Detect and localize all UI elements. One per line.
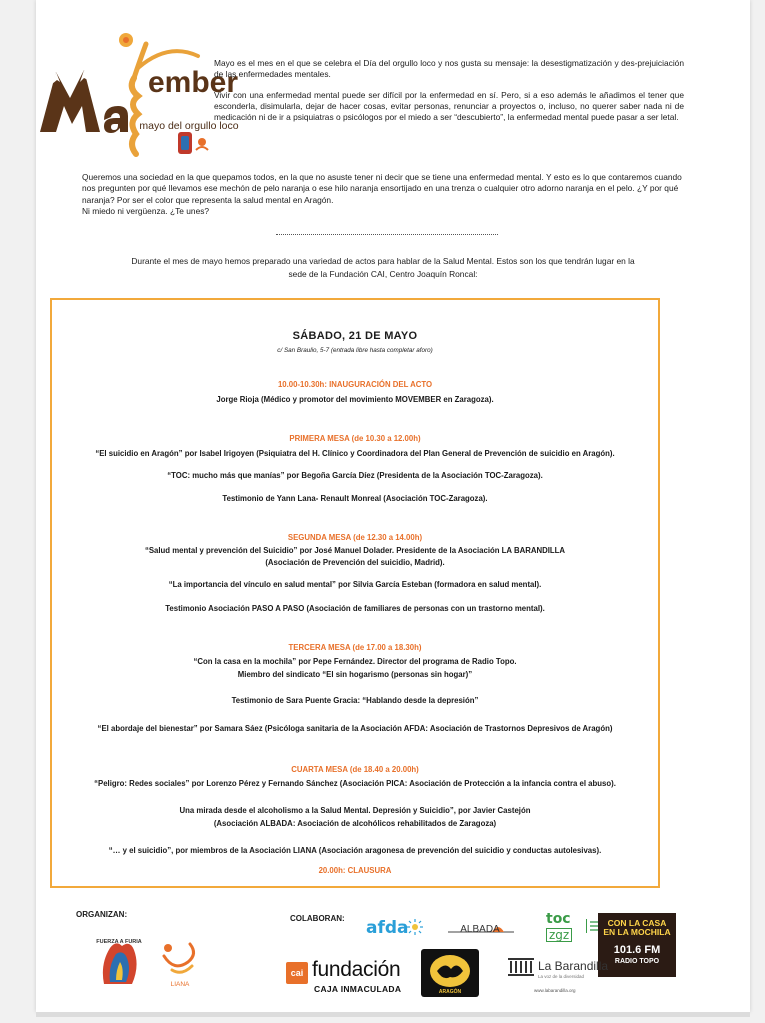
mesa2-title: SEGUNDA MESA (de 12.30 a 14.00h) bbox=[287, 533, 423, 542]
mesa3-title: TERCERA MESA (de 17.00 a 18.30h) bbox=[288, 643, 422, 652]
organizan-label: ORGANIZAN: bbox=[76, 910, 128, 919]
announcement bbox=[82, 255, 684, 280]
intro-section bbox=[214, 58, 684, 132]
svg-text:ember: ember bbox=[148, 66, 239, 99]
mesa3-item-3: “El abordaje del bienestar” por Samara Sáez (Psicóloga sanitaria de la Asociación AFDA: Asociación de Trastornos Depresivos de Aragón) bbox=[97, 724, 613, 733]
caja-inmaculada: CAJA INMACULADA bbox=[314, 984, 402, 994]
aragon-text: ARAGÓN bbox=[438, 989, 462, 995]
mayember-logo bbox=[26, 24, 239, 164]
barandilla-url: www.labarandilla.org bbox=[534, 988, 576, 993]
afda-wordmark: afda bbox=[366, 918, 409, 938]
albada-wordmark: ALBADA bbox=[460, 924, 500, 935]
page-bottom-edge bbox=[36, 1012, 750, 1017]
la-barandilla-logo bbox=[508, 956, 618, 996]
program-place: c/ San Braulio, 5-7 (entrada libre hasta completar aforo) bbox=[277, 347, 433, 354]
radio-name: RADIO TOPO bbox=[614, 958, 660, 965]
toc-sub-wordmark: zgz bbox=[546, 928, 572, 942]
mesa4-item-3: “… y el suicidio”, por miembros de la Asociación LIANA (Asociación aragonesa de prevención del suicidio y conductas autolesivas). bbox=[108, 846, 602, 855]
mesa2-item-1b: (Asociación de Prevención del suicidio, Madrid). bbox=[265, 558, 445, 567]
dotted-divider bbox=[276, 234, 498, 235]
mesa3-item-1a: “Con la casa en la mochila” por Pepe Fernández. Director del programa de Radio Topo. bbox=[193, 657, 517, 666]
svg-text:FUERZA A FURIA: FUERZA A FURIA bbox=[96, 939, 142, 945]
mesa3-item-2: Testimonio de Sara Puente Gracia: “Hablando desde la depresión” bbox=[231, 696, 479, 705]
fundacion-cai-logo bbox=[286, 960, 416, 996]
toc-wordmark: toc bbox=[546, 911, 571, 927]
svg-text:LIANA: LIANA bbox=[170, 981, 190, 988]
fuerza-a-furia-logo bbox=[96, 934, 142, 990]
intro-paragraph-4: Ni miedo ni vergüenza. ¿Te unes? bbox=[82, 205, 210, 216]
mesa4-item-2b: (Asociación ALBADA: Asociación de alcohólicos rehabilitados de Zaragoza) bbox=[213, 819, 497, 828]
fundacion-wordmark: fundación bbox=[312, 958, 401, 981]
mesa3-item-1b: Miembro del sindicato “El sin hogarismo (personas sin hogar)” bbox=[237, 670, 473, 679]
announcement-line-1: Durante el mes de mayo hemos preparado una variedad de actos para hablar de la Salud Mental. Estos son los que tendrán lugar en la bbox=[131, 256, 635, 266]
radio-line-2: EN LA MOCHILA bbox=[603, 927, 671, 937]
mesa1-item-2: “TOC: mucho más que manías” por Begoña García Díez (Presidenta de la Asociación TOC-Zaragoza). bbox=[167, 471, 543, 480]
barandilla-wordmark: La Barandilla bbox=[538, 959, 609, 973]
mesa2-item-3: Testimonio Asociación PASO A PASO (Asociación de familiares de personas con un trastorno mental). bbox=[165, 604, 545, 613]
radio-frequency: 101.6 FM bbox=[613, 944, 661, 956]
intro-paragraph-3: Queremos una sociedad en la que quepamos todos, en la que no asuste tener ni decir que se tiene una enfermedad mental. Y esto es lo que contaremos cuando nos pregunten por qué llevamos ese mechón de pelo naranja o ese hilo naranja ensortijado en una trenza o cualquier otro adorno naranja en el pelo. ¿Y por qué naranja? Por ser el color que representa la salud mental en Aragón. bbox=[82, 172, 682, 205]
logo-tagline: mayo del orgullo loco bbox=[139, 120, 239, 132]
intro-paragraph-2: Vivir con una enfermedad mental puede ser difícil por la enfermedad en sí. Pero, si a eso además le añadimos el tener que esconderla, disimularla, dejar de hacer cosas, evitar personas, renunciar a proyectos o, incluso, no querer saber nada ni de medicación ni de ir a psiquiatras o psicólogos por el miedo a ser “descubierto”, la enfermedad mental puede pasar a ser letal. bbox=[214, 89, 684, 123]
mesa1-item-3: Testimonio de Yann Lana- Renault Monreal (Asociación TOC-Zaragoza). bbox=[222, 494, 488, 503]
intro-paragraph-1: Mayo es el mes en el que se celebra el Día del orgullo loco y nos gusta su mensaje: la desestigmatización y des-prejuiciación de las enfermedades mentales. bbox=[214, 58, 684, 80]
mesa2-item-2: “La importancia del vínculo en salud mental” por Silvia García Esteban (formadora en salud mental). bbox=[168, 580, 542, 589]
aragon-emblem bbox=[421, 949, 479, 997]
intro-wide-section bbox=[82, 172, 684, 217]
mesa1-item-1: “El suicidio en Aragón” por Isabel Irigoyen (Psiquiatra del H. Clínico y Coordinadora del Plan General de Prevención de suicidio en Aragón). bbox=[95, 449, 615, 458]
afda-logo bbox=[366, 918, 426, 948]
mesa1-title: PRIMERA MESA (de 10.30 a 12.00h) bbox=[289, 434, 421, 443]
program-box bbox=[50, 298, 660, 888]
albada-logo bbox=[446, 918, 516, 940]
mayember-logo-art bbox=[26, 24, 239, 164]
announcement-line-2: sede de la Fundación CAI, Centro Joaquín Roncal: bbox=[288, 268, 478, 279]
radio-line-1: CON LA CASA bbox=[607, 918, 667, 928]
barandilla-subtitle: La voz de la diversidad bbox=[538, 974, 585, 979]
program-date: SÁBADO, 21 DE MAYO bbox=[292, 330, 418, 342]
closing-time: 20.00h: CLAUSURA bbox=[318, 866, 392, 875]
liana-logo bbox=[158, 938, 202, 990]
colaboran-label: COLABORAN: bbox=[290, 914, 345, 923]
cai-badge: cai bbox=[286, 962, 308, 984]
mesa4-item-1: “Peligro: Redes sociales” por Lorenzo Pérez y Fernando Sánchez (Asociación PICA: Asociación de Protección a la infancia contra el abuso). bbox=[94, 779, 616, 788]
mesa4-title: CUARTA MESA (de 18.40 a 20.00h) bbox=[291, 765, 419, 774]
inauguration-time: 10.00-10.30h: INAUGURACIÓN DEL ACTO bbox=[277, 380, 433, 389]
mesa4-item-2a: Una mirada desde el alcoholismo a la Salud Mental. Depresión y Suicidio”, por Javier Castejón bbox=[179, 806, 531, 815]
inauguration-speaker: Jorge Rioja (Médico y promotor del movimiento MOVEMBER en Zaragoza). bbox=[216, 395, 494, 404]
mesa2-item-1a: “Salud mental y prevención del Suicidio” por José Manuel Dolader. Presidente de la Asociación LA BARANDILLA bbox=[144, 546, 566, 555]
